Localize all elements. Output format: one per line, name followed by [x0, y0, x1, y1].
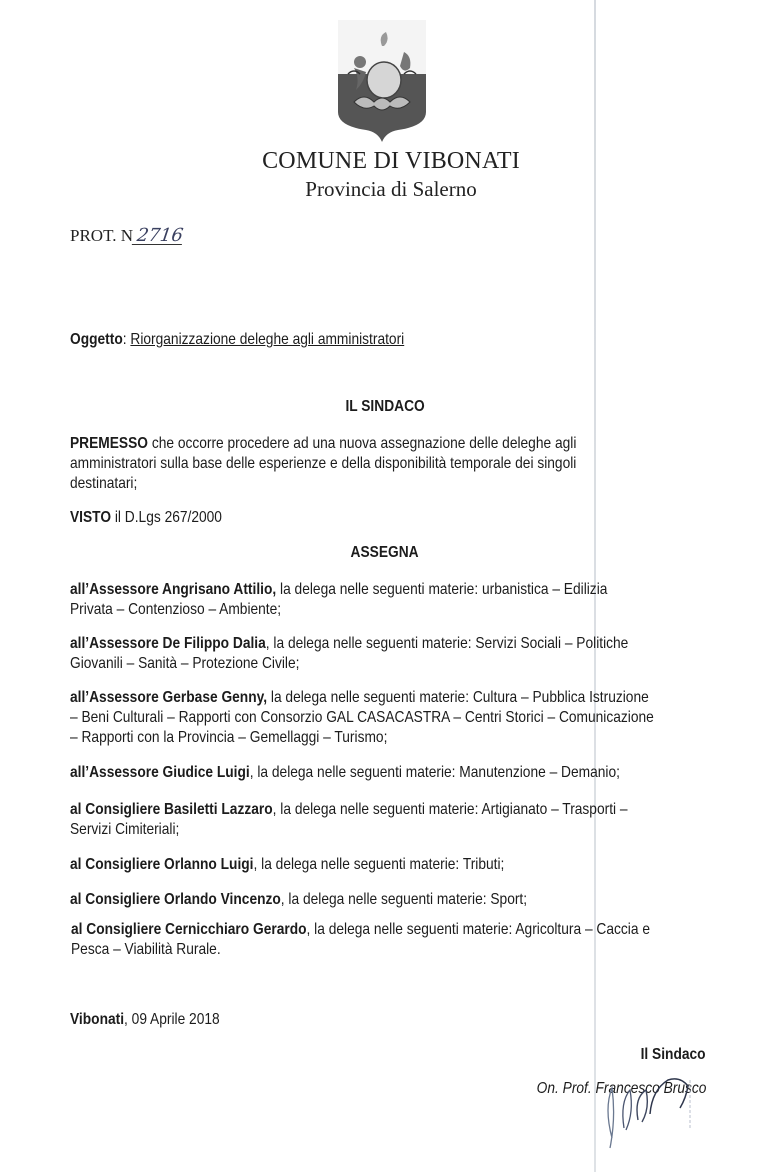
issuer-heading-text: IL SINDACO — [345, 398, 425, 415]
delegation-item — [70, 800, 628, 840]
subject-line — [70, 330, 404, 350]
assign-heading-text: ASSEGNA — [350, 544, 420, 561]
delegation-recipient: al Consigliere Orlanno Luigi — [70, 856, 254, 873]
delegation-line: , la delega nelle seguenti materie: Manutenzione – Demanio; — [249, 764, 620, 781]
premises-keyword: PREMESSO — [70, 435, 148, 452]
delegation-line: – Beni Culturali – Rapporti con Consorzio GAL CASACASTRA – Centri Storici – Comunicazione — [70, 709, 654, 726]
delegation-line: Giovanili – Sanità – Protezione Civile; — [70, 655, 300, 672]
delegation-line: Pesca – Viabilità Rurale. — [71, 941, 221, 958]
place-name: Vibonati — [70, 1011, 125, 1028]
delegation-line: Privata – Contenzioso – Ambiente; — [70, 601, 282, 618]
premises-paragraph — [70, 434, 576, 494]
delegation-line: la delega nelle seguenti materie: Cultura – Pubblica Istruzione — [267, 689, 649, 706]
delegation-recipient: al Consigliere Cernicchiaro Gerardo — [71, 921, 307, 938]
premises-line: che occorre procedere ad una nuova assegnazione delle deleghe agli — [147, 435, 577, 452]
place-date — [70, 1010, 220, 1030]
delegation-item — [70, 688, 654, 748]
delegation-recipient: all’Assessore Gerbase Genny, — [70, 689, 268, 706]
municipality-name: COMUNE DI VIBONATI — [262, 148, 520, 174]
document-date: , 09 Aprile 2018 — [124, 1011, 220, 1028]
subject-separator: : — [122, 331, 127, 348]
protocol-handwritten-number: 2716 — [132, 228, 184, 245]
protocol-number — [70, 226, 183, 246]
delegation-line: Servizi Cimiteriali; — [70, 821, 180, 838]
delegation-item — [70, 855, 504, 875]
province-name: Provincia di Salerno — [305, 177, 477, 201]
subject-label: Oggetto — [70, 331, 123, 348]
handwritten-signature-icon — [590, 1068, 710, 1158]
delegation-line: , la delega nelle seguenti materie: Tributi; — [253, 856, 505, 873]
delegation-line: , la delega nelle seguenti materie: Servizi Sociali – Politiche — [265, 635, 629, 652]
premises-line: amministratori sulla base delle esperienze e della disponibilità temporale dei singoli — [70, 455, 577, 472]
signatory-title — [630, 1046, 706, 1064]
issuer-heading — [0, 398, 770, 416]
coat-of-arms-icon — [334, 16, 430, 144]
legal-basis-text: il D.Lgs 267/2000 — [111, 509, 222, 526]
delegation-item — [71, 920, 650, 960]
delegation-item — [70, 890, 527, 910]
delegation-line: , la delega nelle seguenti materie: Artigianato – Trasporti – — [272, 801, 628, 818]
delegation-line: – Rapporti con la Provincia – Gemellaggi – Turismo; — [70, 729, 388, 746]
delegation-item — [70, 634, 628, 674]
protocol-label: PROT. N — [70, 226, 133, 245]
signatory-name-text: On. Prof. Francesco Brusco — [536, 1080, 706, 1097]
signatory-title-text: Il Sindaco — [641, 1046, 706, 1063]
delegation-item — [70, 763, 620, 783]
subject-text: Riorganizzazione deleghe agli amministratori — [130, 331, 405, 348]
delegation-line: , la delega nelle seguenti materie: Agricoltura – Caccia e — [306, 921, 650, 938]
premises-line: destinatari; — [70, 475, 138, 492]
delegation-line: la delega nelle seguenti materie: urbanistica – Edilizia — [276, 581, 608, 598]
assign-heading — [0, 544, 770, 562]
delegation-recipient: all’Assessore Giudice Luigi — [70, 764, 250, 781]
legal-basis-paragraph — [70, 508, 222, 528]
delegation-line: , la delega nelle seguenti materie: Sport; — [280, 891, 528, 908]
delegation-recipient: all’Assessore Angrisano Attilio, — [70, 581, 277, 598]
delegation-item — [70, 580, 607, 620]
delegation-recipient: all’Assessore De Filippo Dalia — [70, 635, 266, 652]
legal-basis-keyword: VISTO — [70, 509, 112, 526]
delegation-recipient: al Consigliere Basiletti Lazzaro — [70, 801, 273, 818]
delegation-recipient: al Consigliere Orlando Vincenzo — [70, 891, 281, 908]
